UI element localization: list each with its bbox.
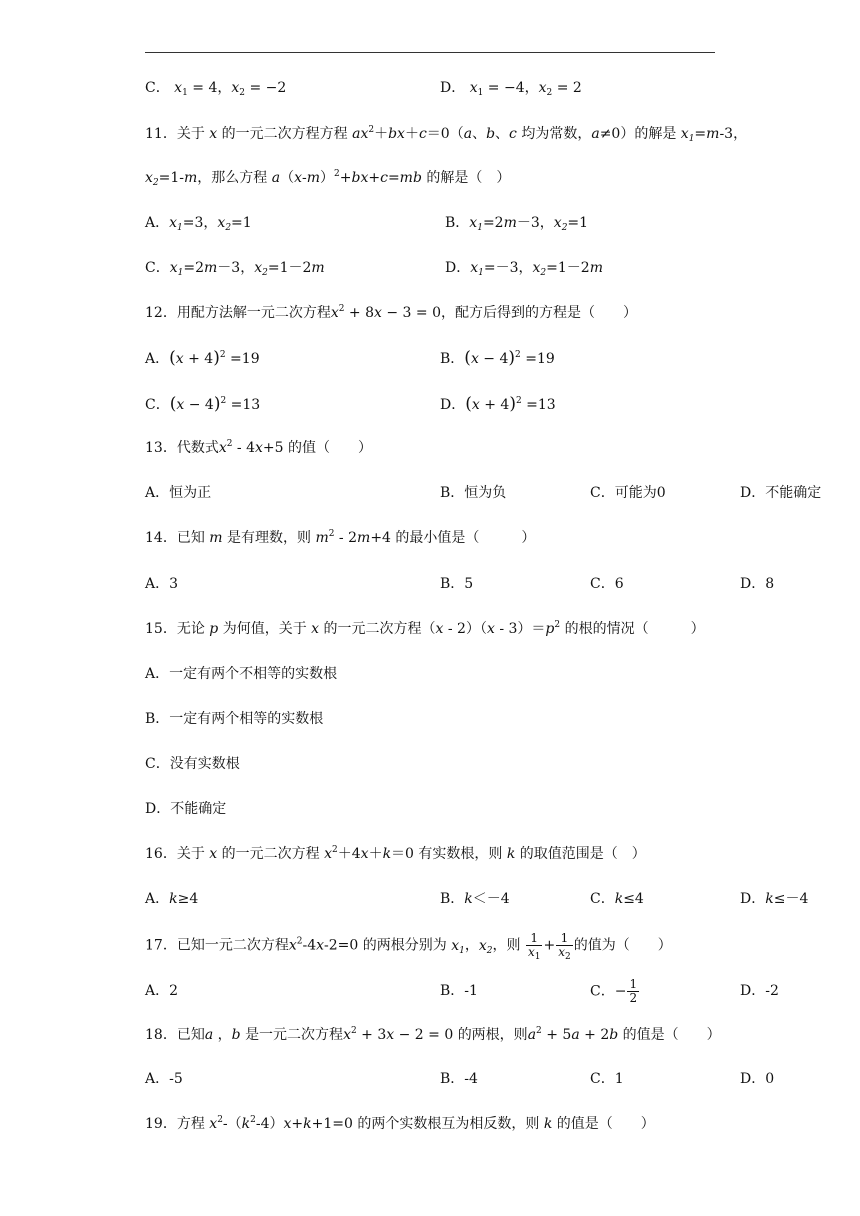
q15-option-c: C．没有实数根 (145, 756, 240, 772)
header-rule (145, 52, 715, 53)
q11-option-a: A．$x_1=3$，$x_2=1$ (145, 215, 252, 233)
q18-option-c: C．1 (590, 1071, 624, 1087)
q17-option-c: C．− $\frac{1}{2}$ (590, 977, 638, 1005)
q16-option-d: D．k≤－4 (740, 891, 809, 907)
q10-options-row (145, 78, 582, 98)
q13-stem: 13．代数式$x^2 - 4x+5$ 的值（ ） (145, 439, 373, 456)
q11-option-d: D．$x_1=-3$，$x_2=1-2m$ (445, 260, 603, 278)
q11-stem-line2: $x_2=1-m$，那么方程 $a(x-m)^2+bx+c=mb$ 的解是（ ） (145, 169, 511, 188)
q14-stem: 14．已知 m 是有理数，则 $m^2 - 2m+4$ 的最小值是（ ） (145, 529, 536, 546)
q14-option-b: B．5 (440, 576, 474, 592)
q17-option-b: B．-1 (440, 983, 478, 999)
q15-option-d: D．不能确定 (145, 801, 227, 817)
q13-options-row (145, 483, 822, 503)
q11-stem-line1: 11．关于 x 的一元二次方程方程 $ax^2+bx+c=0(a$、b、c 均为常数，a≠0）的解是 $x_1=m-3$， (145, 125, 748, 144)
q16-stem: 16．关于 x 的一元二次方程 $x^2+4x+k=0$ 有实数根，则 k 的取值范围是（ ） (145, 845, 646, 862)
q12-option-b: B．$(x - 4)^2 =19$ (440, 348, 555, 368)
q11-options-row1 (145, 213, 589, 233)
q13-option-b: B．恒为负 (440, 485, 507, 501)
q10-option-d: D． $x_1 = -4$，$x_2 = 2$ (440, 80, 582, 98)
q17-options-row (145, 977, 779, 1005)
q16-option-c: C．k≤4 (590, 891, 644, 907)
q13-option-d: D．不能确定 (740, 485, 822, 501)
reciprocal-x2: $\frac{1}{x_2}$ (558, 931, 571, 962)
q18-stem: 18．已知a ，b 是一元二次方程$x^2 + 3x - 2 = 0$ 的两根，则$a^2 + 5a + 2b$ 的值是（ ） (145, 1026, 721, 1043)
q11-options-row2 (145, 258, 603, 278)
q11-option-b: B．$x_1=2m-3$，$x_2=1$ (445, 215, 589, 233)
q13-option-a: A．恒为正 (145, 485, 212, 501)
q19-stem: 19．方程 $x^2-(k^2-4)x+k+1=0$ 的两个实数根互为相反数，则 k 的值是（ ） (145, 1115, 655, 1132)
q18-options-row (145, 1069, 775, 1089)
q18-option-a: A．-5 (145, 1071, 183, 1087)
q16-option-b: B．k＜－4 (440, 891, 510, 907)
q12-options-row1 (145, 348, 555, 369)
q10-option-c: C． $x_1 = 4$，$x_2 = -2$ (145, 80, 287, 98)
q15-option-a: A．一定有两个不相等的实数根 (145, 666, 338, 682)
q15-option-b: B．一定有两个相等的实数根 (145, 711, 324, 727)
q12-options-row2 (145, 394, 556, 415)
q15-stem: 15．无论 p 为何值，关于 x 的一元二次方程$(x - 2)(x - 3)=p^2$ 的根的情况（ ） (145, 620, 705, 637)
q18-option-b: B．-4 (440, 1071, 478, 1087)
q17-stem: 17．已知一元二次方程$x^2-4x-2=0$ 的两根分别为 $x_1$，$x_2$，则 $\frac{1}{x_1}$ + $\frac{1}{x_2}$ 的值为（ ） (145, 931, 672, 962)
q18-option-d: D．0 (740, 1071, 775, 1087)
q12-option-a: A．$(x + 4)^2 =19$ (145, 348, 260, 368)
q11-option-c: C．$x_1=2m-3$，$x_2=1-2m$ (145, 260, 325, 278)
q17-option-d: D．-2 (740, 983, 779, 999)
q16-options-row (145, 889, 809, 909)
q12-option-c: C．$(x - 4)^2 =13$ (145, 394, 261, 414)
q13-option-c: C．可能为0 (590, 485, 666, 501)
q14-option-d: D．8 (740, 576, 775, 592)
q14-option-a: A．3 (145, 576, 179, 592)
q12-stem: 12．用配方法解一元二次方程$x^2 + 8x - 3 = 0$，配方后得到的方程是（ ） (145, 304, 637, 321)
q16-option-a: A．k≥4 (145, 891, 199, 907)
q14-option-c: C．6 (590, 576, 624, 592)
q12-option-d: D．$(x + 4)^2 =13$ (440, 394, 556, 414)
q17-option-a: A．2 (145, 983, 179, 999)
q14-options-row (145, 574, 775, 594)
reciprocal-x1: $\frac{1}{x_1}$ (527, 931, 541, 962)
